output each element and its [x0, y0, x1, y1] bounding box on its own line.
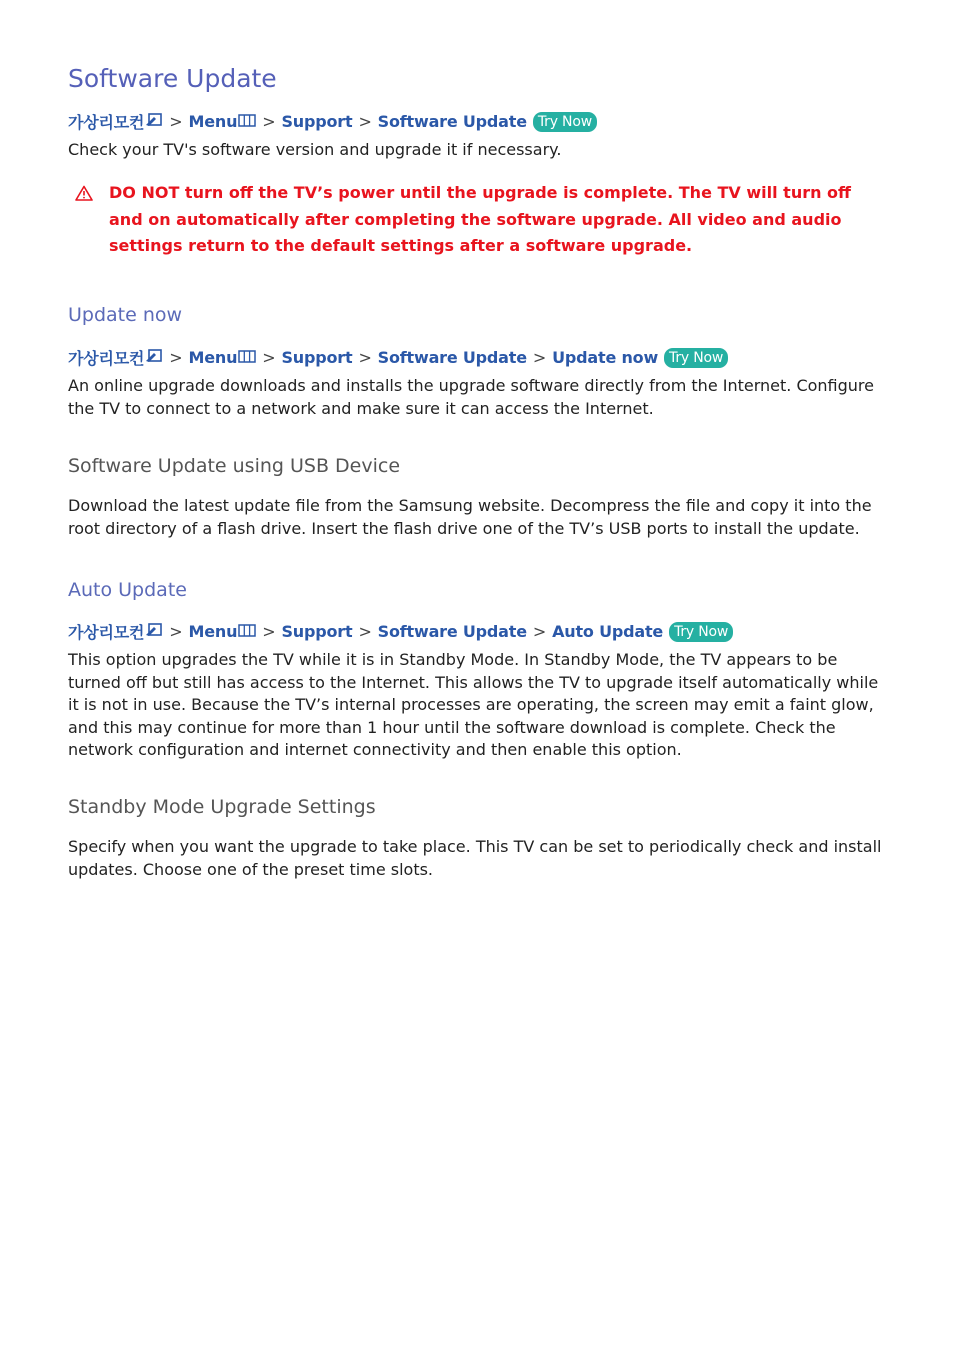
page-title: Software Update	[68, 64, 277, 93]
chevron-right-icon: >	[532, 622, 547, 641]
chevron-right-icon: >	[169, 622, 183, 641]
chevron-right-icon: >	[358, 112, 372, 131]
section-heading-usb: Software Update using USB Device	[68, 455, 401, 477]
menu-icon	[238, 112, 256, 131]
breadcrumb-auto-update[interactable]: Auto Update	[552, 622, 664, 641]
remote-icon	[145, 112, 163, 131]
breadcrumb-support[interactable]: Support	[281, 622, 353, 641]
chevron-right-icon: >	[262, 112, 276, 131]
chevron-right-icon: >	[358, 622, 372, 641]
warning-text: DO NOT turn off the TV’s power until the upgrade is complete. The TV will turn off and on automatically after completing the software upgrade. All video and audio settings return to the default settings after a software upgrade.	[109, 183, 852, 255]
breadcrumb-support[interactable]: Support	[281, 112, 353, 131]
breadcrumb-support[interactable]: Support	[281, 348, 353, 367]
remote-icon	[145, 348, 163, 367]
try-now-button[interactable]: Try Now	[664, 348, 728, 368]
try-now-button[interactable]: Try Now	[669, 622, 733, 642]
chevron-right-icon: >	[262, 348, 276, 367]
menu-icon	[238, 348, 256, 367]
update-now-text: An online upgrade downloads and installs the upgrade software directly from the Internet. Configure the TV to connect to a network and make sure it can access the Internet.	[68, 376, 874, 418]
standby-text: Specify when you want the upgrade to take place. This TV can be set to periodically check and install updates. Choose one of the preset time slots.	[68, 837, 882, 879]
breadcrumb	[68, 110, 597, 133]
section-heading-standby: Standby Mode Upgrade Settings	[68, 796, 376, 818]
breadcrumb-software-update[interactable]: Software Update	[377, 622, 527, 641]
breadcrumb-menu[interactable]: Menu	[188, 112, 238, 131]
breadcrumb-remote[interactable]: 가상리모컨	[68, 623, 145, 642]
usb-text: Download the latest update file from the Samsung website. Decompress the file and copy it into the root directory of a flash drive. Insert the flash drive one of the TV’s USB ports to install the update.	[68, 496, 872, 538]
breadcrumb-remote[interactable]: 가상리모컨	[68, 349, 145, 368]
breadcrumb	[68, 620, 733, 643]
auto-update-text: This option upgrades the TV while it is in Standby Mode. In Standby Mode, the TV appears to be turned off but still has access to the Internet. This allows the TV to upgrade itself automatically while it is not in use. Because the TV’s internal processes are operating, the screen may emit a faint glow, and this may continue for more than 1 hour until the software download is complete. Check the network configuration and internet connectivity and then enable this option.	[68, 650, 879, 759]
warning-note	[68, 180, 888, 260]
breadcrumb-menu[interactable]: Menu	[188, 622, 238, 641]
section-heading-auto-update: Auto Update	[68, 579, 187, 601]
breadcrumb-software-update[interactable]: Software Update	[377, 348, 527, 367]
chevron-right-icon: >	[532, 348, 547, 367]
remote-icon	[145, 622, 163, 641]
breadcrumb-software-update[interactable]: Software Update	[377, 112, 527, 131]
chevron-right-icon: >	[358, 348, 372, 367]
menu-icon	[238, 622, 256, 641]
warning-icon	[75, 185, 93, 205]
try-now-button[interactable]: Try Now	[533, 112, 597, 132]
breadcrumb	[68, 346, 728, 369]
breadcrumb-menu[interactable]: Menu	[188, 348, 238, 367]
chevron-right-icon: >	[262, 622, 276, 641]
breadcrumb-update-now[interactable]: Update now	[552, 348, 659, 367]
intro-text: Check your TV's software version and upgrade it if necessary.	[68, 140, 562, 159]
section-heading-update-now: Update now	[68, 304, 183, 326]
chevron-right-icon: >	[169, 348, 183, 367]
breadcrumb-remote[interactable]: 가상리모컨	[68, 113, 145, 132]
chevron-right-icon: >	[169, 112, 183, 131]
